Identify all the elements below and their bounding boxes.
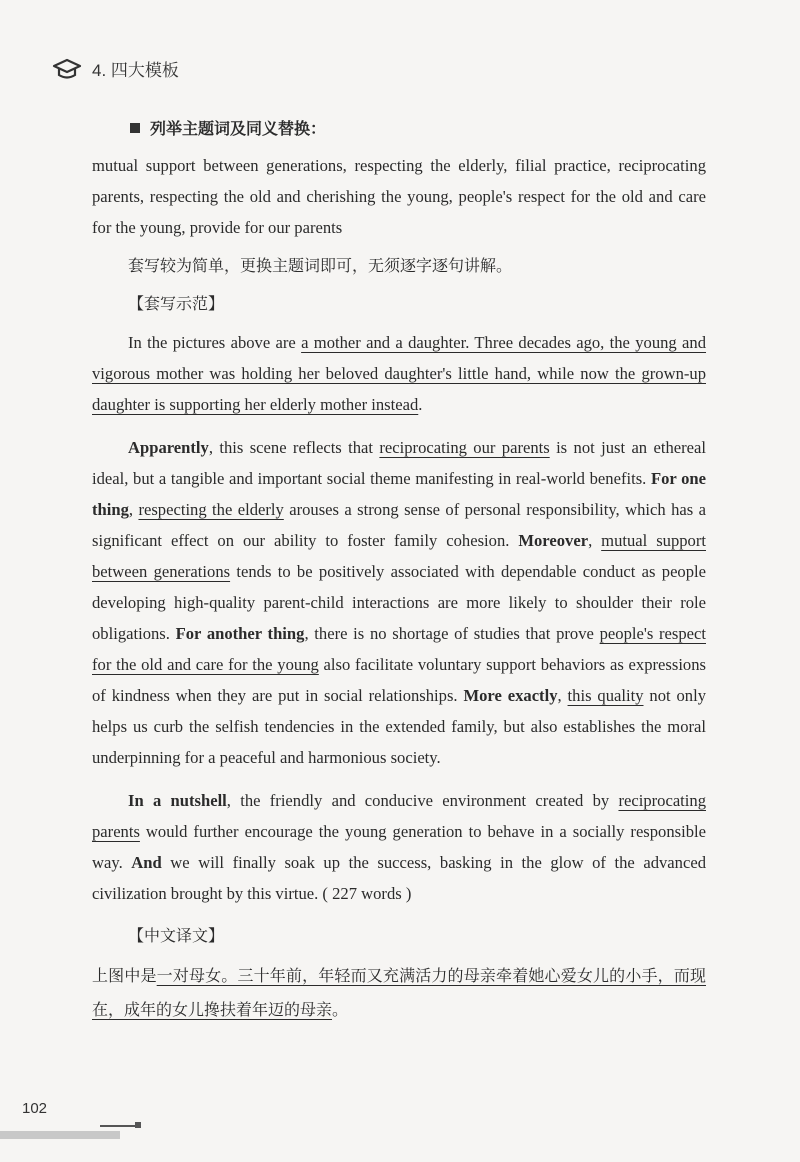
- p2-text: tends to be positively associated with dependable conduct as people developing high-quality parent-child interactions are more likely to shoulder their role obligations.: [92, 562, 706, 643]
- section-title: 4. 四大模板: [92, 61, 179, 80]
- p3-text: would further encourage the young generation to behave in a socially responsible way.: [92, 822, 706, 872]
- translation-end: 。: [332, 1000, 349, 1019]
- p3-text: , the friendly and conducive environment created by: [226, 791, 619, 810]
- sample-heading: 【套写示范】: [128, 294, 225, 313]
- note-text: 套写较为简单，更换主题词即可，无须逐字逐句讲解。: [128, 256, 513, 275]
- translation-underlined: 一对母女。三十年前，年轻而又充满活力的母亲牵着她心爱女儿的小手，而现在，成年的女儿搀扶着年迈的母亲: [92, 966, 706, 1019]
- p2-text: , this scene reflects that: [208, 438, 380, 457]
- paragraph-2: [92, 432, 706, 773]
- footer-line: [100, 1125, 138, 1127]
- p2-text: not only helps us curb the selfish tendencies in the extended family, but also establishes the moral underpinning for a peaceful and harmonious society.: [92, 686, 706, 767]
- p2-bold: For another thing: [175, 624, 305, 643]
- footer-bar: [0, 1131, 120, 1139]
- p2-underlined: people's respect for the old and care for the young: [92, 624, 706, 674]
- p2-underlined: respecting the elderly: [138, 500, 284, 519]
- p3-text: we will finally soak up the success, basking in the glow of the advanced civilization brought by this virtue. ( 227 words ): [92, 853, 706, 903]
- bullet-square-icon: [130, 123, 140, 133]
- p2-text: is not just an ethereal ideal, but a tangible and important social theme manifesting in real-world benefits.: [92, 438, 706, 488]
- p2-bold: For one thing: [92, 469, 706, 519]
- p2-text: , there is no shortage of studies that prove: [304, 624, 600, 643]
- p2-bold: Apparently: [128, 438, 209, 457]
- p2-underlined: mutual support between generations: [92, 531, 706, 581]
- bullet-heading: [130, 112, 706, 146]
- page-header: [52, 56, 179, 81]
- p3-underlined: reciprocating parents: [92, 791, 706, 841]
- p1-text: In the pictures above are: [128, 333, 302, 352]
- p2-bold: More exactly: [463, 686, 558, 705]
- p2-text: ,: [588, 531, 602, 550]
- translation-heading: 【中文译文】: [128, 926, 225, 945]
- page-number: 102: [22, 1100, 48, 1117]
- p3-bold: In a nutshell: [128, 791, 227, 810]
- bullet-heading-text: 列举主题词及同义替换：: [150, 119, 327, 138]
- p2-text: ,: [557, 686, 568, 705]
- synonyms-paragraph: mutual support between generations, respecting the elderly, filial practice, reciprocating parents, respecting the old and cherishing the young, people's respect for the old and care for the young, provide for our parents: [92, 156, 706, 237]
- p3-bold: And: [131, 853, 162, 872]
- paragraph-1: [92, 327, 706, 420]
- p2-text: ,: [128, 500, 139, 519]
- p1-end: .: [418, 395, 423, 414]
- graduation-cap-icon: [52, 58, 82, 80]
- p2-underlined: reciprocating our parents: [379, 438, 550, 457]
- p1-underlined: a mother and a daughter. Three decades ago, the young and vigorous mother was holding her beloved daughter's little hand, while now the grown-up daughter is supporting her elderly mother instead: [92, 333, 707, 414]
- translation-paragraph: [92, 959, 706, 1027]
- footer-dot: [135, 1122, 141, 1128]
- paragraph-3: [92, 785, 706, 909]
- page-content: [92, 112, 706, 1027]
- p2-text: arouses a strong sense of personal responsibility, which has a significant effect on our ability to foster family cohesion.: [92, 500, 706, 550]
- p2-bold: Moreover: [518, 531, 589, 550]
- p2-text: also facilitate voluntary support behaviors as expressions of kindness when they are put in social relationships.: [92, 655, 706, 705]
- p2-underlined: this quality: [567, 686, 644, 705]
- translation-text: 上图中是: [92, 966, 157, 985]
